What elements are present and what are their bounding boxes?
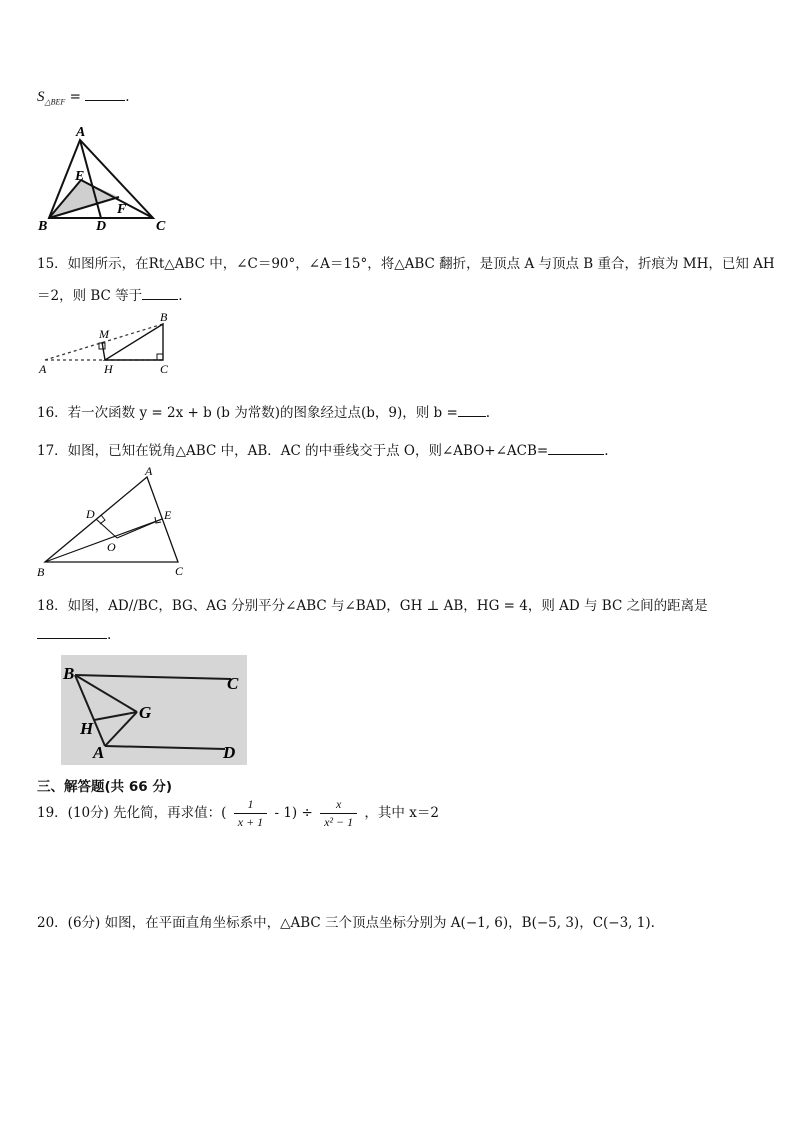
q17-line xyxy=(37,439,609,459)
q19-fraction-1 xyxy=(234,797,267,830)
q18-figure xyxy=(61,655,247,765)
q14-label-c: C xyxy=(156,219,166,234)
q17-label-b: B xyxy=(37,565,45,579)
q19-fraction-2 xyxy=(320,797,357,830)
q19-frac1-numerator: 1 xyxy=(234,797,267,814)
q19-line xyxy=(37,797,439,830)
q14-label-a: A xyxy=(76,125,86,140)
q17-label-o: O xyxy=(107,540,116,554)
q15-triangle-bhc xyxy=(105,324,163,360)
q19-suffix: ，其中 x＝2 xyxy=(364,805,439,821)
q19-middle: - 1) ÷ xyxy=(274,805,313,821)
q16-line xyxy=(37,401,490,421)
q19-prefix: 19．(10分) 先化简，再求值：( xyxy=(37,805,227,821)
q15-label-c: C xyxy=(160,362,169,376)
q18-segment-bg xyxy=(75,675,137,712)
q15-label-m: M xyxy=(99,327,109,341)
q14-triangle-figure xyxy=(30,122,190,232)
q18-line2 xyxy=(37,626,111,643)
q18-label-d: D xyxy=(223,743,236,762)
q15-label-b: B xyxy=(160,310,168,324)
q14-shaded-region xyxy=(49,180,119,218)
q15-period: . xyxy=(178,288,183,304)
section-3-heading: 三、解答题(共 66 分) xyxy=(37,779,173,795)
q17-triangle-figure xyxy=(35,465,195,580)
q15-label-h: H xyxy=(104,362,113,376)
q16-text: 16．若一次函数 y = 2x + b (b 为常数)的图象经过点(b，9)，则 b = xyxy=(37,405,458,421)
q17-label-c: C xyxy=(175,564,184,578)
q15-label-a: A xyxy=(39,362,47,376)
q14-label-b: B xyxy=(38,219,48,234)
q18-answer-blank[interactable] xyxy=(37,626,107,639)
q14-area-subscript: △BEF xyxy=(44,97,66,107)
q19-frac2-denominator: x² − 1 xyxy=(324,815,354,829)
q19-frac2-numerator: x xyxy=(320,797,357,814)
q15-line1: 15．如图所示，在Rt△ABC 中，∠C＝90°，∠A＝15°，将△ABC 翻折，是顶点 A 与顶点 B 重合，折痕为 MH，已知 AH xyxy=(37,256,775,272)
q18-label-b: B xyxy=(63,664,75,683)
q20-line: 20．(6分) 如图，在平面直角坐标系中，△ABC 三个顶点坐标分别为 A(−1, 6)，B(−5, 3)，C(−3, 1). xyxy=(37,915,655,931)
q17-period: . xyxy=(604,443,609,459)
q15-right-angle-c xyxy=(157,354,163,360)
q18-line-ad xyxy=(105,746,225,749)
q14-label-d: D xyxy=(96,219,107,234)
q16-answer-blank[interactable] xyxy=(458,404,486,417)
q18-line1: 18．如图，AD//BC，BG、AG 分别平分∠ABC 与∠BAD，GH ⊥ AB，HG = 4，则 AD 与 BC 之间的距离是 xyxy=(37,598,708,614)
q14-area-symbol: S xyxy=(37,89,45,105)
q14-expression xyxy=(37,88,130,107)
q15-answer-blank[interactable] xyxy=(142,287,178,300)
q18-label-h: H xyxy=(80,719,94,738)
q18-label-g: G xyxy=(139,703,152,722)
q17-label-a: A xyxy=(145,464,153,478)
q15-line2 xyxy=(37,284,182,304)
q16-period: . xyxy=(485,405,491,421)
q19-frac1-denominator: x + 1 xyxy=(237,815,264,829)
q14-answer-blank[interactable] xyxy=(85,88,125,101)
q17-label-d: D xyxy=(86,507,95,521)
q18-line-bc xyxy=(75,675,231,679)
q18-label-c: C xyxy=(227,674,239,693)
q14-label-e: E xyxy=(75,169,85,184)
q14-period: . xyxy=(125,89,130,105)
q15-triangle-figure xyxy=(35,310,185,380)
q17-answer-blank[interactable] xyxy=(548,442,604,455)
q17-perp-bisector-d xyxy=(96,519,117,538)
q17-label-e: E xyxy=(164,508,172,522)
q17-text: 17．如图，已知在锐角△ABC 中，AB．AC 的中垂线交于点 O，则∠ABO+∠ACB= xyxy=(37,443,549,459)
q14-equals: = xyxy=(65,89,86,105)
q18-label-a: A xyxy=(93,743,105,762)
q15-line2-text: ＝2，则 BC 等于 xyxy=(37,288,143,304)
q14-label-f: F xyxy=(117,202,127,217)
q18-period: . xyxy=(107,627,112,643)
